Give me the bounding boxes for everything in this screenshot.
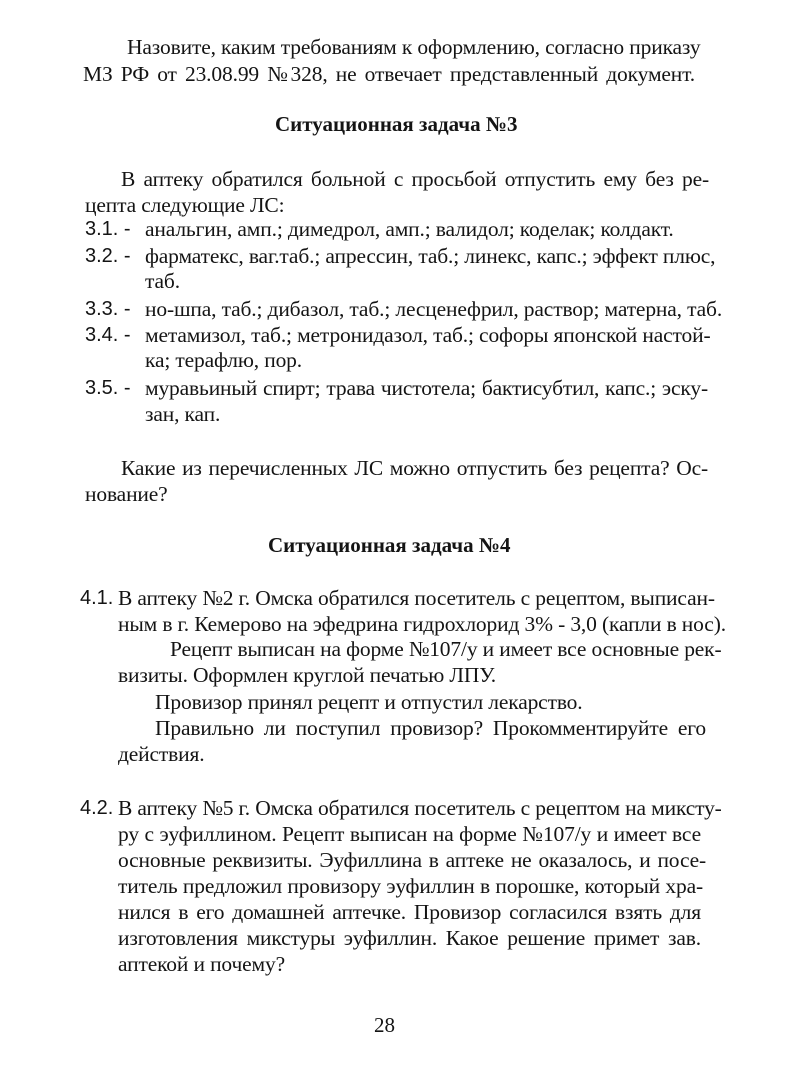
task4-item-4-1-number: 4.1. [80,587,114,609]
task4-item-4-2-line-1: В аптеку №5 г. Омска обратился посетитель с рецептом на миксту- [118,796,722,820]
task3-item-3-2-number: 3.2. - [85,245,131,267]
task3-item-3-2-text-2: таб. [145,269,180,293]
task3-item-3-1-number: 3.1. - [85,218,131,240]
task3-question-2: нование? [85,482,168,506]
task3-item-3-4-number: 3.4. - [85,324,131,346]
task3-question-1: Какие из перечисленных ЛС можно отпустить без рецепта? Ос- [121,456,708,480]
task3-item-3-5-number: 3.5. - [85,377,131,399]
task3-heading: Ситуационная задача №3 [275,112,518,136]
intro-line-1: Назовите, каким требованиям к оформлению, согласно приказу [127,35,701,59]
task4-item-4-2-line-3: основные реквизиты. Эуфиллина в аптеке не оказалось, и посе- [118,848,706,872]
task4-heading: Ситуационная задача №4 [268,533,511,557]
task4-item-4-2-line-7: аптекой и почему? [118,952,285,976]
task3-item-3-4-text-2: ка; терафлю, пор. [145,348,303,372]
task3-item-3-4-text-1: метамизол, таб.; метронидазол, таб.; софоры японской настой- [145,323,711,347]
task4-item-4-1-line-4: визиты. Оформлен круглой печатью ЛПУ. [118,663,496,687]
task4-item-4-1-line-3: Рецепт выписан на форме №107/у и имеет все основные рек- [170,637,722,661]
page-number: 28 [374,1013,395,1037]
task4-item-4-2-line-4: титель предложил провизору эуфиллин в порошке, который хра- [118,874,703,898]
task4-item-4-2-line-2: ру с эуфиллином. Рецепт выписан на форме №107/у и имеет все [118,822,701,846]
task3-lead-2: цепта следующие ЛС: [85,193,285,217]
task3-lead-1: В аптеку обратился больной с просьбой отпустить ему без ре- [121,167,709,191]
task3-item-3-3-text: но-шпа, таб.; дибазол, таб.; лесценефрил, раствор; матерна, таб. [145,297,723,321]
task4-item-4-1-line-1: В аптеку №2 г. Омска обратился посетитель с рецептом, выписан- [118,586,715,610]
task4-item-4-2-line-6: изготовления микстуры эуфиллин. Какое решение примет зав. [118,926,701,950]
task3-item-3-1-text: анальгин, амп.; димедрол, амп.; валидол; коделак; колдакт. [145,217,674,241]
task4-item-4-2-line-5: нился в его домашней аптечке. Провизор согласился взять для [118,900,701,924]
intro-line-2: МЗ РФ от 23.08.99 №328, не отвечает представленный документ. [83,62,695,86]
task4-item-4-1-line-6: Правильно ли поступил провизор? Прокомментируйте его [155,716,706,740]
task4-item-4-2-number: 4.2. [80,797,114,819]
task4-item-4-1-line-5: Провизор принял рецепт и отпустил лекарство. [155,690,583,714]
task3-item-3-5-text-1: муравьиный спирт; трава чистотела; бактисубтил, капс.; эску- [145,376,708,400]
task4-item-4-1-line-2: ным в г. Кемерово на эфедрина гидрохлорид 3% - 3,0 (капли в нос). [118,612,726,636]
task3-item-3-3-number: 3.3. - [85,298,131,320]
task4-item-4-1-line-7: действия. [118,742,205,766]
task3-item-3-5-text-2: зан, кап. [145,402,221,426]
task3-item-3-2-text-1: фарматекс, ваг.таб.; апрессин, таб.; линекс, капс.; эффект плюс, [145,244,716,268]
